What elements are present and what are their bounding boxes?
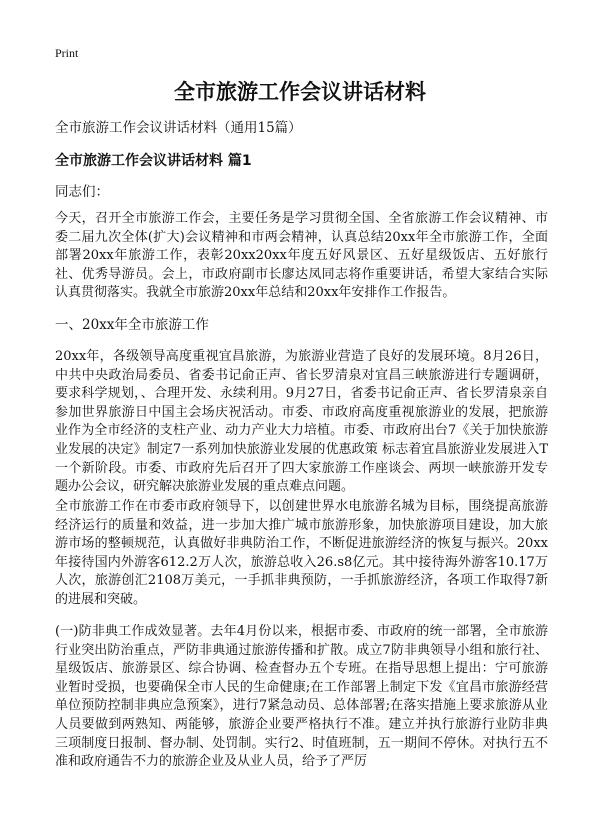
print-label: Print	[55, 46, 79, 60]
paragraph-leadership: 20xx年，各级领导高度重视宜昌旅游，为旅游业营造了良好的发展环境。8月26日，中共中央政治局委员、省委书记俞正声、省长罗清泉对宜昌三峡旅游进行专题调研，要求科学规划，、合理开发、永续利用。9月27日，省委书记俞正声、省长罗清泉亲自参加世界旅游日中国主会场庆祝活动。市委、市政府高度重视旅游业的发展，把旅游业作为全市经济的支柱产业、动力产业大力培植。市委、市政府出台7《关于加快旅游业发展的决定》制定7一系列加快旅游业发展的优惠政策 标志着宜昌旅游业发展进入T一个新阶段。市委、市政府先后召开了四大家旅游工作座谈会、两坝一峡旅游开发专题办公会议，研究解决旅游业发展的重点难点问题。	[55, 349, 548, 495]
paragraph-overview: 全市旅游工作在市委市政府领导下，以创建世界水电旅游名城为目标，围绕提高旅游经济运行的质量和效益，进一步加大推广城市旅游形象，加快旅游项目建设，加大旅游市场的整顿规范，认真做好非典防治工作，不断促进旅游经济的恢复与振兴。20xx年接待国内外游客612.2万人次，旅游总收入26.s8亿元。其中接待海外游客10.17万人次，旅游创汇2108万美元，一手抓非典预防，一手抓旅游经济，各项工作取得7新的进展和突破。	[55, 499, 548, 607]
section-heading: 全市旅游工作会议讲话材料 篇1	[55, 153, 252, 169]
document-title: 全市旅游工作会议讲话材料	[174, 80, 426, 104]
subheading-part-one: 一、20xx年全市旅游工作	[55, 317, 209, 333]
paragraph-sars-prevention: (一)防非典工作成效显著。去年4月份以来，根据市委、市政府的统一部署，全市旅游行业突出防治重点，严防非典通过旅游传播和扩散。成立7防非典领导小组和旅行社、星级饭店、旅游景区、综合协调、检查督办五个专班。在指导思想上提出：宁可旅游业暂时受损，也要确保全市人民的生命健康;在工作部署上制定下发《宜昌市旅游经营单位预防控制非典应急预案》，进行7紧急动员、总体部署;在落实措施上要求旅游从业人员要做到两熟知、两能够，旅游企业要严格执行不准。建立并执行旅游行业防非典三项制度日报制、督办制、处罚制。实行2、时值班制，五一期间不停休。对执行五不准和政府通告不力的旅游企业及从业人员，给予了严厉	[55, 624, 548, 770]
paragraph-intro: 今天，召开全市旅游工作会，主要任务是学习贯彻全国、全省旅游工作会议精神、市委二届九次全体(扩大)会议精神和市两会精神，认真总结20xx年全市旅游工作，全面部署20xx年旅游工作，表彰20xx20xx年度五好风景区、五好星级饭店、五好旅行社、优秀导游员。会上，市政府副市长廖达凤同志将作重要讲话，希望大家结合实际认真贯彻落实。我就全市旅游20xx年总结和20xx年安排作工作报告。	[55, 211, 548, 301]
document-subtitle: 全市旅游工作会议讲话材料（通用15篇）	[55, 120, 302, 136]
greeting: 同志们：	[55, 184, 109, 200]
